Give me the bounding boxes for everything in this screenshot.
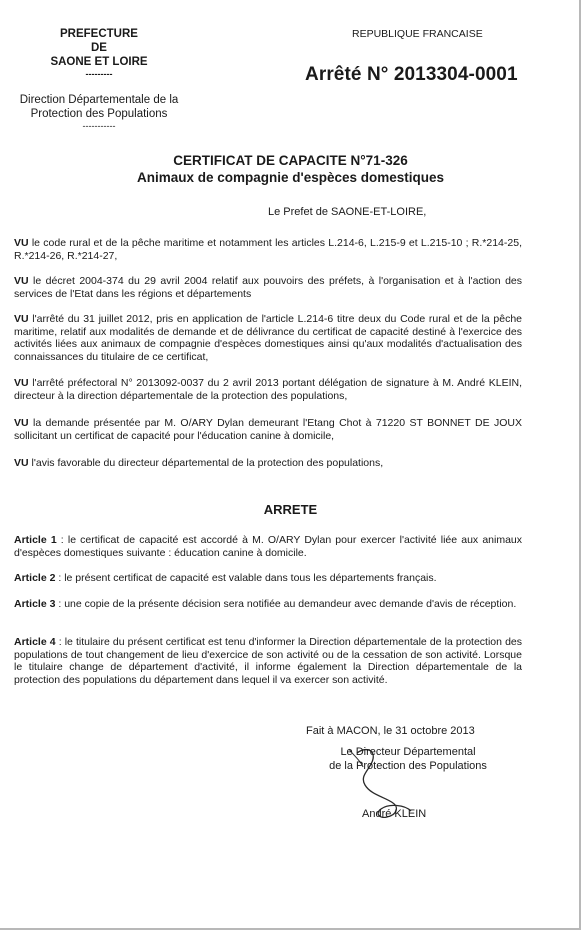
article-paragraph: [14, 534, 522, 559]
visa-paragraph: [14, 417, 522, 442]
direction-line: Direction Départementale de la: [19, 94, 179, 106]
visa-lead: VU: [14, 275, 29, 287]
article-paragraph: [14, 572, 522, 585]
arrete-heading: ARRETE: [263, 502, 318, 517]
article-lead: Article 1: [14, 534, 57, 546]
article-text: : une copie de la présente décision sera notifiée au demandeur avec demande d'avis de réception.: [55, 598, 517, 610]
prefecture-block: [40, 27, 158, 79]
prefecture-line: DE: [91, 42, 107, 54]
certificate-title-line2: Animaux de compagnie d'espèces domestiques: [136, 170, 445, 185]
article-text: : le certificat de capacité est accordé à M. O/ARY Dylan pour exercer l'activité liée aux animaux d'espèces domestiques suivante : éducation canine à domicile.: [14, 534, 523, 559]
prefecture-line: PREFECTURE: [60, 28, 138, 40]
visa-lead: VU: [14, 377, 29, 389]
republique-label: REPUBLIQUE FRANCAISE: [352, 28, 483, 40]
article-paragraph: [14, 598, 522, 611]
visa-text: l'arrêté préfectoral N° 2013092-0037 du 2 avril 2013 portant délégation de signature à M. André KLEIN, directeur à la direction départementale de la protection des populations,: [14, 377, 522, 402]
article-lead: Article 4: [14, 636, 56, 648]
visa-text: la demande présentée par M. O/ARY Dylan demeurant l'Etang Chot à 71220 ST BONNET DE JOUX sollicitant un certificat de capacité pour l'éducation canine à domicile,: [14, 417, 522, 442]
signatory-title-line: Le Directeur Départemental: [340, 746, 476, 758]
signatory-title-line: de la Protection des Populations: [329, 760, 487, 772]
visa-paragraph: [14, 237, 522, 262]
article-text: : le titulaire du présent certificat est tenu d'informer la Direction départementale de la protection des populations de tout changement de lieu d'exercice de son activité ou de la cessation de son activité. Lorsque le titulaire change de département d'activité, il informe également la Direction départementale de la protection des populations du département dans lequel il va exercer son activité.: [14, 636, 522, 686]
article-paragraph: [14, 636, 522, 686]
fait-a-line: Fait à MACON, le 31 octobre 2013: [306, 725, 475, 737]
article-lead: Article 2: [14, 572, 56, 584]
visa-text: le décret 2004-374 du 29 avril 2004 relatif aux pouvoirs des préfets, à l'organisation et à l'action des services de l'Etat dans les régions et départements: [14, 275, 522, 300]
prefet-line: Le Prefet de SAONE-ET-LOIRE,: [268, 206, 427, 218]
prefecture-line: SAONE ET LOIRE: [50, 56, 148, 68]
visa-lead: VU: [14, 457, 29, 469]
certificate-title-line1: CERTIFICAT DE CAPACITE N°71-326: [173, 153, 408, 168]
visa-paragraph: [14, 377, 522, 402]
visa-text: l'arrêté du 31 juillet 2012, pris en application de l'article L.214-6 titre deux du Code rural et de la pêche maritime, relatif aux modalités de demande et de délivrance du certificat de capacité destiné à l'exercice des activités liées aux animaux de compagnie d'espèces domestiques ainsi qu'aux modalités d'actualisation des connaissances du titulaire de ce certificat,: [14, 313, 522, 363]
visa-lead: VU: [14, 417, 29, 429]
visa-paragraph: [14, 275, 522, 300]
arrete-number: Arrêté N° 2013304-0001: [305, 64, 518, 85]
visa-paragraph: [14, 313, 522, 363]
visa-text: le code rural et de la pêche maritime et notamment les articles L.214-6, L.215-9 et L.215-10 ; R.*214-25, R.*214-26, R.*214-27,: [14, 237, 522, 262]
direction-block: [10, 93, 188, 131]
visa-paragraph: [14, 457, 522, 470]
signatory-name: André KLEIN: [362, 808, 427, 820]
direction-separator: -----------: [82, 121, 116, 131]
prefecture-separator: ---------: [85, 69, 113, 79]
visa-lead: VU: [14, 237, 29, 249]
article-text: : le présent certificat de capacité est valable dans tous les départements français.: [55, 572, 437, 584]
certificate-title: [0, 152, 581, 186]
signatory-title: [318, 745, 498, 773]
visa-lead: VU: [14, 313, 29, 325]
article-lead: Article 3: [14, 598, 56, 610]
direction-line: Protection des Populations: [30, 108, 168, 120]
visa-text: l'avis favorable du directeur départemental de la protection des populations,: [28, 457, 384, 469]
